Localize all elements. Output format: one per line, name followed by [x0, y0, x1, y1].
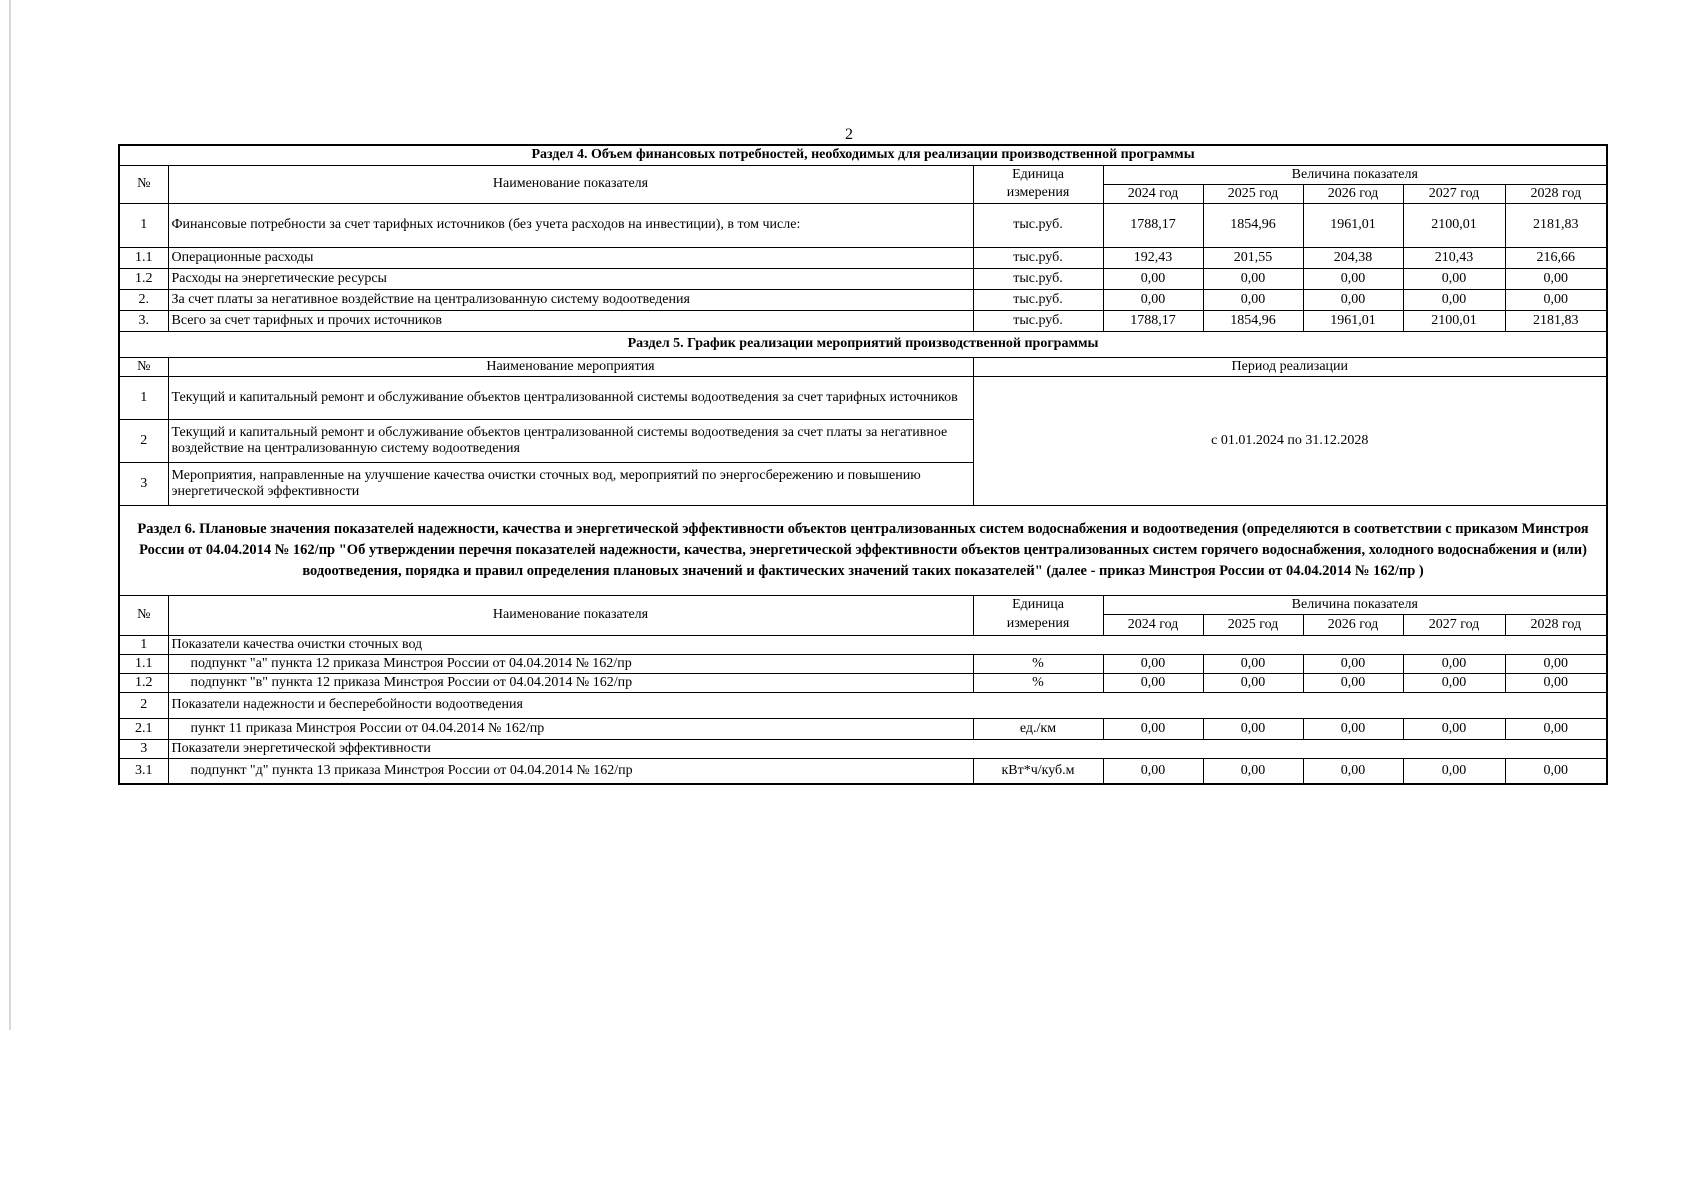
- row-name: Финансовые потребности за счет тарифных источников (без учета расходов на инвестиции), в том числе:: [168, 203, 973, 247]
- row-name: Текущий и капитальный ремонт и обслуживание объектов централизованной системы водоотведения за счет платы за негативное воздействие на централизованную систему водоотведения: [168, 419, 973, 462]
- row-value: 2181,83: [1505, 310, 1607, 331]
- row-value: 0,00: [1103, 758, 1203, 784]
- table-row: [119, 505, 1607, 595]
- row-unit: ед./км: [973, 718, 1103, 739]
- year-header: 2025 год: [1203, 184, 1303, 203]
- row-value: 2181,83: [1505, 203, 1607, 247]
- row-value: 1854,96: [1203, 310, 1303, 331]
- year-header: 2027 год: [1403, 614, 1505, 635]
- period-cell: с 01.01.2024 по 31.12.2028: [973, 376, 1607, 505]
- row-number: 3: [119, 462, 168, 505]
- row-number: 2.1: [119, 718, 168, 739]
- table-row: [119, 247, 1607, 268]
- row-number: 1.2: [119, 673, 168, 692]
- row-value: 2100,01: [1403, 203, 1505, 247]
- table-row: [119, 145, 1607, 165]
- table-row: [119, 310, 1607, 331]
- row-value: 0,00: [1505, 718, 1607, 739]
- row-value: 0,00: [1303, 289, 1403, 310]
- row-value: 0,00: [1103, 289, 1203, 310]
- col-unit-header: Единица: [973, 165, 1103, 184]
- row-value: 0,00: [1103, 654, 1203, 673]
- year-header: 2027 год: [1403, 184, 1505, 203]
- row-name: подпункт "д" пункта 13 приказа Минстроя России от 04.04.2014 № 162/пр: [168, 758, 973, 784]
- table-row: [119, 203, 1607, 247]
- col-value-header: Величина показателя: [1103, 595, 1607, 614]
- col-unit-header: измерения: [973, 184, 1103, 203]
- row-value: 0,00: [1203, 673, 1303, 692]
- row-value: 1961,01: [1303, 203, 1403, 247]
- table-row: [119, 673, 1607, 692]
- group-name: Показатели энергетической эффективности: [168, 739, 1607, 758]
- year-header: 2028 год: [1505, 184, 1607, 203]
- section6-title: Раздел 6. Плановые значения показателей надежности, качества и энергетической эффективности объектов централизованных систем водоснабжения и водоотведения (определяются в соответствии с приказом Минстроя России от 04.04.2014 № 162/пр "Об утверждении перечня показателей надежности, качества, энергетической эффективности объектов централизованных систем горячего водоснабжения, холодного водоснабжения и (или) водоотведения, порядка и правил определения плановых значений и фактических значений таких показателей" (далее - приказ Минстроя России от 04.04.2014 № 162/пр ): [119, 505, 1607, 595]
- row-unit: тыс.руб.: [973, 268, 1103, 289]
- row-value: 0,00: [1203, 718, 1303, 739]
- table-row: [119, 289, 1607, 310]
- row-value: 0,00: [1303, 268, 1403, 289]
- table-row: [119, 635, 1607, 654]
- group-number: 2: [119, 692, 168, 718]
- row-number: 2.: [119, 289, 168, 310]
- row-value: 0,00: [1203, 758, 1303, 784]
- row-unit: тыс.руб.: [973, 247, 1103, 268]
- row-value: 0,00: [1103, 268, 1203, 289]
- row-value: 192,43: [1103, 247, 1203, 268]
- year-header: 2025 год: [1203, 614, 1303, 635]
- year-header: 2028 год: [1505, 614, 1607, 635]
- col-unit-header: измерения: [973, 614, 1103, 635]
- row-value: 0,00: [1203, 654, 1303, 673]
- main-table: [118, 144, 1608, 785]
- row-value: 210,43: [1403, 247, 1505, 268]
- row-name: подпункт "в" пункта 12 приказа Минстроя России от 04.04.2014 № 162/пр: [168, 673, 973, 692]
- table-row: [119, 165, 1607, 184]
- page-number: 2: [845, 126, 853, 143]
- row-value: 0,00: [1303, 673, 1403, 692]
- col-no-header: №: [119, 165, 168, 203]
- year-header: 2024 год: [1103, 614, 1203, 635]
- table-body: [119, 145, 1607, 784]
- col-value-header: Величина показателя: [1103, 165, 1607, 184]
- row-value: 201,55: [1203, 247, 1303, 268]
- row-name: Операционные расходы: [168, 247, 973, 268]
- row-name: За счет платы за негативное воздействие на централизованную систему водоотведения: [168, 289, 973, 310]
- row-value: 1788,17: [1103, 310, 1203, 331]
- row-unit: кВт*ч/куб.м: [973, 758, 1103, 784]
- col-name-header: Наименование показателя: [168, 165, 973, 203]
- year-header: 2026 год: [1303, 614, 1403, 635]
- row-value: 0,00: [1403, 758, 1505, 784]
- row-value: 1961,01: [1303, 310, 1403, 331]
- group-name: Показатели качества очистки сточных вод: [168, 635, 1607, 654]
- table-row: [119, 376, 1607, 419]
- row-number: 3.1: [119, 758, 168, 784]
- table-row: [119, 692, 1607, 718]
- row-value: 0,00: [1505, 758, 1607, 784]
- row-value: 204,38: [1303, 247, 1403, 268]
- table-row: [119, 739, 1607, 758]
- row-unit: %: [973, 673, 1103, 692]
- row-unit: тыс.руб.: [973, 289, 1103, 310]
- year-header: 2024 год: [1103, 184, 1203, 203]
- col-name-header: Наименование мероприятия: [168, 357, 973, 376]
- row-unit: %: [973, 654, 1103, 673]
- section4-title: Раздел 4. Объем финансовых потребностей, необходимых для реализации производственной программы: [119, 145, 1607, 165]
- table-row: [119, 654, 1607, 673]
- col-no-header: №: [119, 595, 168, 635]
- row-value: 0,00: [1505, 673, 1607, 692]
- row-value: 0,00: [1505, 268, 1607, 289]
- row-value: 0,00: [1103, 673, 1203, 692]
- row-value: 0,00: [1403, 718, 1505, 739]
- row-number: 1.1: [119, 247, 168, 268]
- row-number: 1: [119, 376, 168, 419]
- row-value: 0,00: [1403, 289, 1505, 310]
- row-number: 1: [119, 203, 168, 247]
- table-row: [119, 268, 1607, 289]
- row-unit: тыс.руб.: [973, 310, 1103, 331]
- row-value: 0,00: [1505, 289, 1607, 310]
- row-name: Текущий и капитальный ремонт и обслуживание объектов централизованной системы водоотведения за счет тарифных источников: [168, 376, 973, 419]
- row-name: подпункт "а" пункта 12 приказа Минстроя России от 04.04.2014 № 162/пр: [168, 654, 973, 673]
- year-header: 2026 год: [1303, 184, 1403, 203]
- col-name-header: Наименование показателя: [168, 595, 973, 635]
- row-unit: тыс.руб.: [973, 203, 1103, 247]
- row-name: Всего за счет тарифных и прочих источников: [168, 310, 973, 331]
- table-row: [119, 331, 1607, 357]
- row-value: 0,00: [1403, 268, 1505, 289]
- row-value: 0,00: [1303, 758, 1403, 784]
- row-value: 0,00: [1203, 268, 1303, 289]
- row-value: 0,00: [1303, 654, 1403, 673]
- group-number: 1: [119, 635, 168, 654]
- col-unit-header: Единица: [973, 595, 1103, 614]
- col-period-header: Период реализации: [973, 357, 1607, 376]
- group-number: 3: [119, 739, 168, 758]
- table-row: [119, 357, 1607, 376]
- row-name: пункт 11 приказа Минстроя России от 04.04.2014 № 162/пр: [168, 718, 973, 739]
- scan-edge-line: [9, 0, 11, 1030]
- row-number: 3.: [119, 310, 168, 331]
- section5-title: Раздел 5. График реализации мероприятий производственной программы: [119, 331, 1607, 357]
- row-name: Мероприятия, направленные на улучшение качества очистки сточных вод, мероприятий по энергосбережению и повышению энергетической эффективности: [168, 462, 973, 505]
- row-value: 0,00: [1403, 654, 1505, 673]
- group-name: Показатели надежности и бесперебойности водоотведения: [168, 692, 1607, 718]
- row-number: 2: [119, 419, 168, 462]
- row-name: Расходы на энергетические ресурсы: [168, 268, 973, 289]
- table-row: [119, 758, 1607, 784]
- row-value: 0,00: [1403, 673, 1505, 692]
- row-value: 0,00: [1303, 718, 1403, 739]
- row-value: 1854,96: [1203, 203, 1303, 247]
- table-row: [119, 595, 1607, 614]
- row-value: 0,00: [1103, 718, 1203, 739]
- row-number: 1.1: [119, 654, 168, 673]
- row-value: 0,00: [1203, 289, 1303, 310]
- row-value: 1788,17: [1103, 203, 1203, 247]
- document-body: [118, 144, 1606, 785]
- table-row: [119, 718, 1607, 739]
- col-no-header: №: [119, 357, 168, 376]
- row-value: 0,00: [1505, 654, 1607, 673]
- row-number: 1.2: [119, 268, 168, 289]
- row-value: 2100,01: [1403, 310, 1505, 331]
- row-value: 216,66: [1505, 247, 1607, 268]
